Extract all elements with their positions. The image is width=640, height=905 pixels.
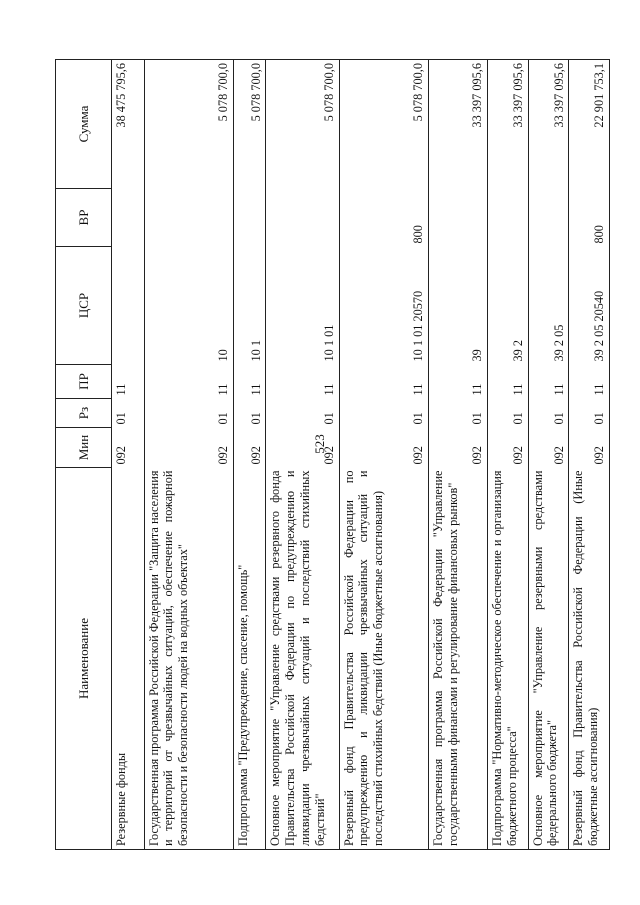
budget-table [55,59,610,850]
table-row [339,60,428,850]
cell-name: Основное мероприятие "Управление средствами резервного фонда Правительства Российской Федерации по предупреждению и ликвидации чрезвычайных ситуаций и последствий стихийных бедствий" [266,468,339,850]
cell-name: Государственная программа Российской Федерации "Управление государственными финансами и регулирование финансовых рынков" [429,468,488,850]
cell-pr: 11 [429,365,488,399]
cell-rz: 01 [112,399,145,428]
cell-min: 092 [487,428,528,468]
cell-rz: 01 [233,399,266,428]
cell-vr [487,189,528,247]
column-header-sum: Сумма [56,60,112,189]
cell-pr: 11 [266,365,339,399]
table-row [112,60,145,850]
cell-pr: 11 [233,365,266,399]
column-header-csr: ЦСР [56,247,112,365]
column-header-vr: ВР [56,189,112,247]
table-row [233,60,266,850]
cell-pr: 11 [339,365,428,399]
cell-vr: 800 [339,189,428,247]
cell-min: 092 [339,428,428,468]
cell-rz: 01 [144,399,233,428]
table-row [569,60,610,850]
cell-csr: 10 1 [233,247,266,365]
cell-name: Основное мероприятие "Управление резервными средствами федерального бюджета" [528,468,569,850]
rotated-page-content [55,60,610,850]
cell-pr: 11 [569,365,610,399]
cell-sum: 33 397 095,6 [429,60,488,189]
table-row [429,60,488,850]
cell-sum: 38 475 795,6 [112,60,145,189]
cell-vr [528,189,569,247]
table-row [487,60,528,850]
cell-name: Резервный фонд Правительства Российской Федерации по предупреждению и ликвидации чрезвычайных ситуаций и последствий стихийных бедствий (Иные бюджетные ассигнования) [339,468,428,850]
cell-name: Резервные фонды [112,468,145,850]
cell-csr: 10 1 01 20570 [339,247,428,365]
cell-pr: 11 [487,365,528,399]
page-number-text: 523 [312,434,327,454]
column-header-name: Наименование [56,468,112,850]
cell-vr [112,189,145,247]
cell-sum: 5 078 700,0 [339,60,428,189]
cell-csr: 39 2 05 [528,247,569,365]
cell-name: Подпрограмма "Предупреждение, спасение, помощь" [233,468,266,850]
cell-csr: 39 2 05 20540 [569,247,610,365]
cell-rz: 01 [569,399,610,428]
cell-pr: 11 [144,365,233,399]
cell-min: 092 [266,428,339,468]
cell-vr [144,189,233,247]
cell-name: Государственная программа Российской Федерации "Защита населения и территорий от чрезвычайных ситуаций, обеспечение пожарной безопасности и безопасности людей на водных объектах" [144,468,233,850]
cell-rz: 01 [339,399,428,428]
column-header-min: Мин [56,428,112,468]
cell-vr [233,189,266,247]
cell-min: 092 [233,428,266,468]
cell-sum: 5 078 700,0 [144,60,233,189]
cell-csr [112,247,145,365]
cell-min: 092 [112,428,145,468]
cell-rz: 01 [528,399,569,428]
cell-sum: 5 078 700,0 [266,60,339,189]
cell-rz: 01 [429,399,488,428]
cell-sum: 22 901 753,1 [569,60,610,189]
cell-vr [429,189,488,247]
cell-sum: 33 397 095,6 [528,60,569,189]
cell-vr [266,189,339,247]
cell-csr: 10 [144,247,233,365]
cell-min: 092 [569,428,610,468]
cell-pr: 11 [528,365,569,399]
cell-pr: 11 [112,365,145,399]
column-header-rz: Рз [56,399,112,428]
cell-name: Подпрограмма "Нормативно-методическое обеспечение и организация бюджетного процесса" [487,468,528,850]
cell-name: Резервный фонд Правительства Российской Федерации (Иные бюджетные ассигнования) [569,468,610,850]
cell-rz: 01 [266,399,339,428]
cell-csr: 10 1 01 [266,247,339,365]
table-header-row [56,60,112,850]
table-row [528,60,569,850]
cell-vr: 800 [569,189,610,247]
cell-min: 092 [429,428,488,468]
column-header-pr: ПР [56,365,112,399]
cell-csr: 39 [429,247,488,365]
table-row [266,60,339,850]
cell-sum: 5 078 700,0 [233,60,266,189]
cell-sum: 33 397 095,6 [487,60,528,189]
table-row [144,60,233,850]
cell-rz: 01 [487,399,528,428]
cell-csr: 39 2 [487,247,528,365]
cell-min: 092 [144,428,233,468]
cell-min: 092 [528,428,569,468]
